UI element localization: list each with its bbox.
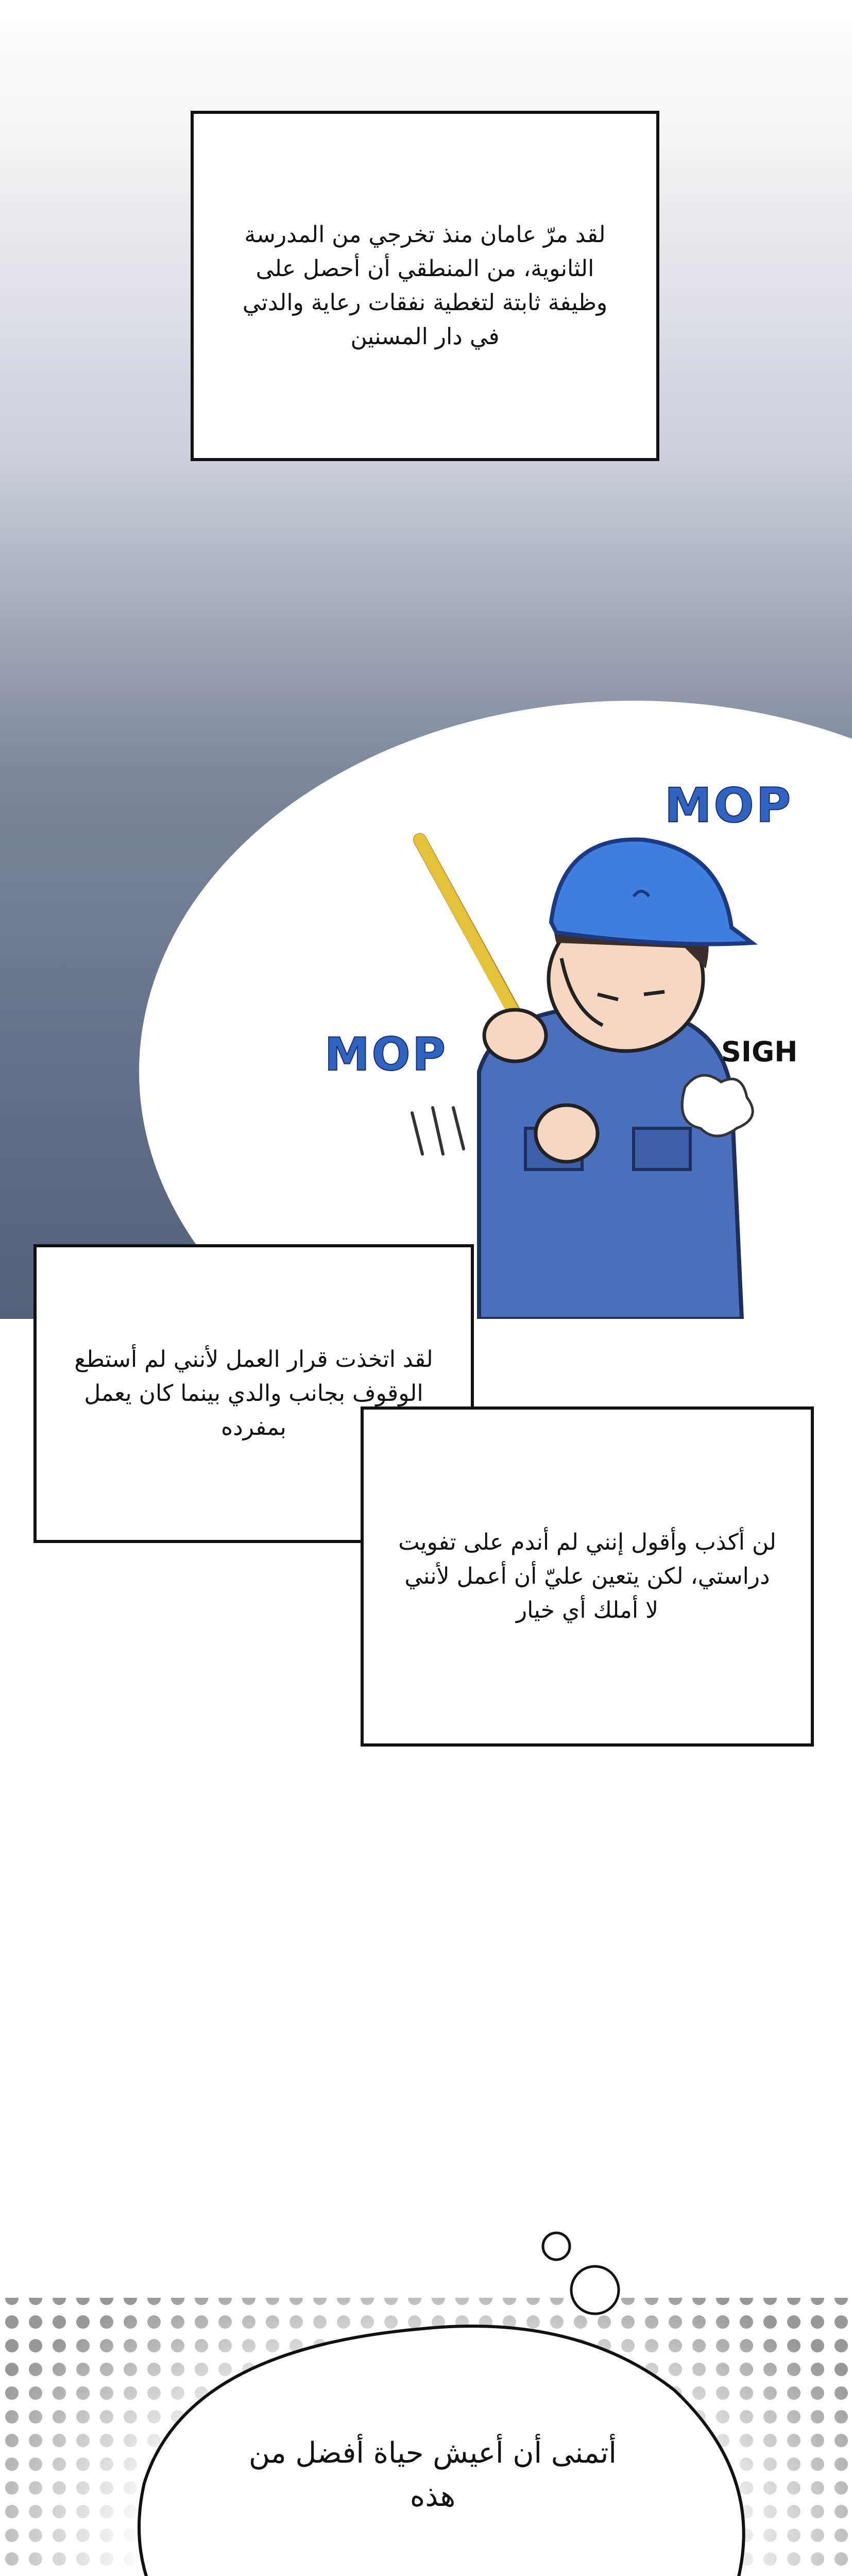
caption-lie [361, 1406, 814, 1747]
sfx-sigh-1: SIGH [721, 1036, 798, 1068]
caption-decision-text: لقد اتخذت قرار العمل لأنني لم أستطع الوقوف بجانب والدي بينما كان يعمل بمفرده [74, 1346, 433, 1440]
caption-intro-text: لقد مرّ عامان منذ تخرجي من المدرسة الثانوية، من المنطقي أن أحصل على وظيفة ثابتة لتغطية نفقات رعاية والدتي في دار المسنين [242, 222, 608, 350]
sfx-mop-left: MOP [325, 1028, 448, 1081]
sfx-mop-top: MOP [664, 778, 793, 833]
caption-lie-text: لن أكذب وأقول إنني لم أندم على تفويت دراستي، لكن يتعين عليّ أن أعمل لأنني لا أملك أي خيار [398, 1529, 776, 1623]
thought-text: أتمنى أن أعيش حياة أفضل من هذه [249, 2436, 617, 2513]
panel-thought [0, 2215, 852, 2576]
halftone-background [0, 2215, 852, 2576]
